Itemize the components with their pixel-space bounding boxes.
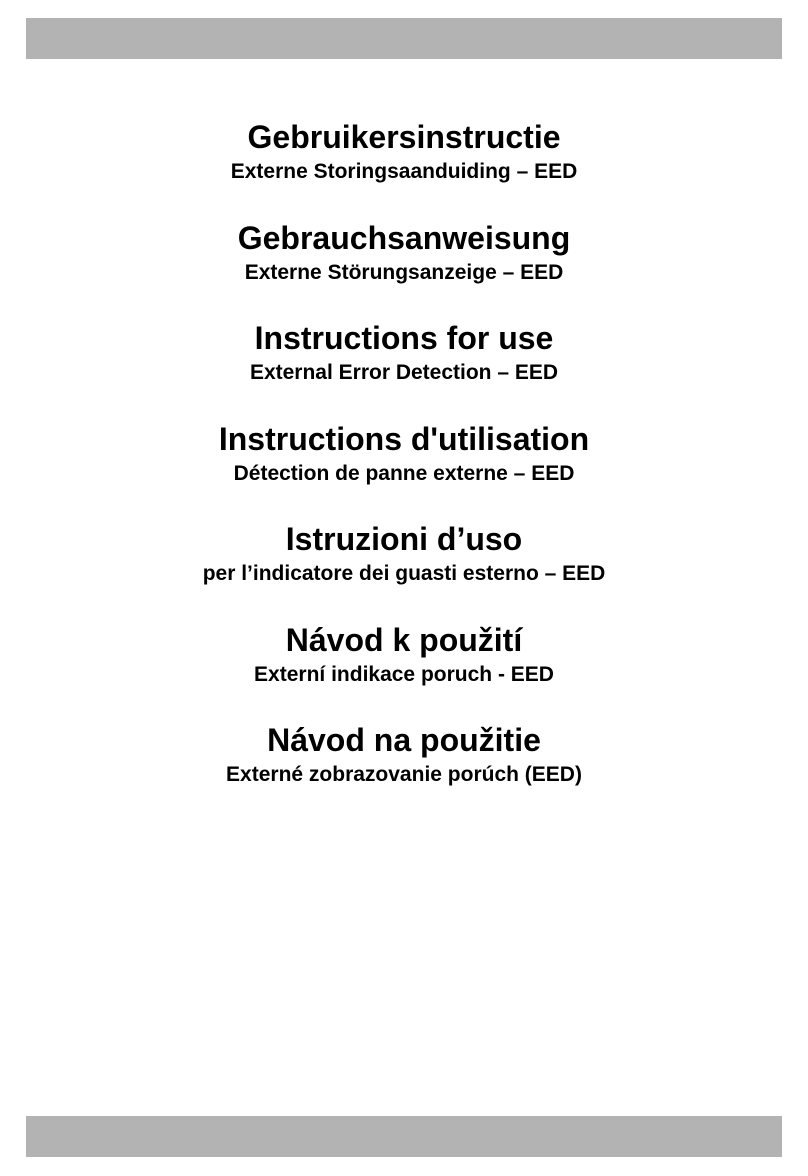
section-subtitle: External Error Detection – EED	[249, 361, 559, 384]
bottom-footer-bar	[26, 1116, 782, 1157]
section-french	[0, 419, 808, 520]
section-subtitle: Externí indikace poruch - EED	[254, 662, 554, 686]
section-italian	[0, 519, 808, 620]
section-title: Istruzioni d’uso	[285, 521, 523, 557]
section-title: Gebruikersinstructie	[247, 119, 561, 155]
section-dutch	[0, 117, 808, 218]
section-slovak	[0, 720, 808, 821]
language-titles	[0, 117, 808, 821]
section-czech	[0, 620, 808, 721]
section-title: Gebrauchsanweisung	[237, 219, 571, 256]
section-subtitle: Externé zobrazovanie porúch (EED)	[226, 763, 582, 786]
section-subtitle: Externe Storingsaanduiding – EED	[230, 160, 578, 183]
section-title: Instructions for use	[254, 320, 554, 356]
section-title: Instructions d'utilisation	[218, 420, 590, 457]
section-subtitle: Détection de panne externe – EED	[233, 461, 575, 485]
top-header-bar	[26, 18, 782, 59]
section-subtitle: per l’indicatore dei guasti esterno – EED	[202, 562, 606, 585]
section-title: Návod na použitie	[267, 722, 541, 758]
section-title: Návod k použití	[285, 621, 523, 658]
section-subtitle: Externe Störungsanzeige – EED	[244, 260, 564, 284]
section-english	[0, 318, 808, 419]
section-german	[0, 218, 808, 319]
